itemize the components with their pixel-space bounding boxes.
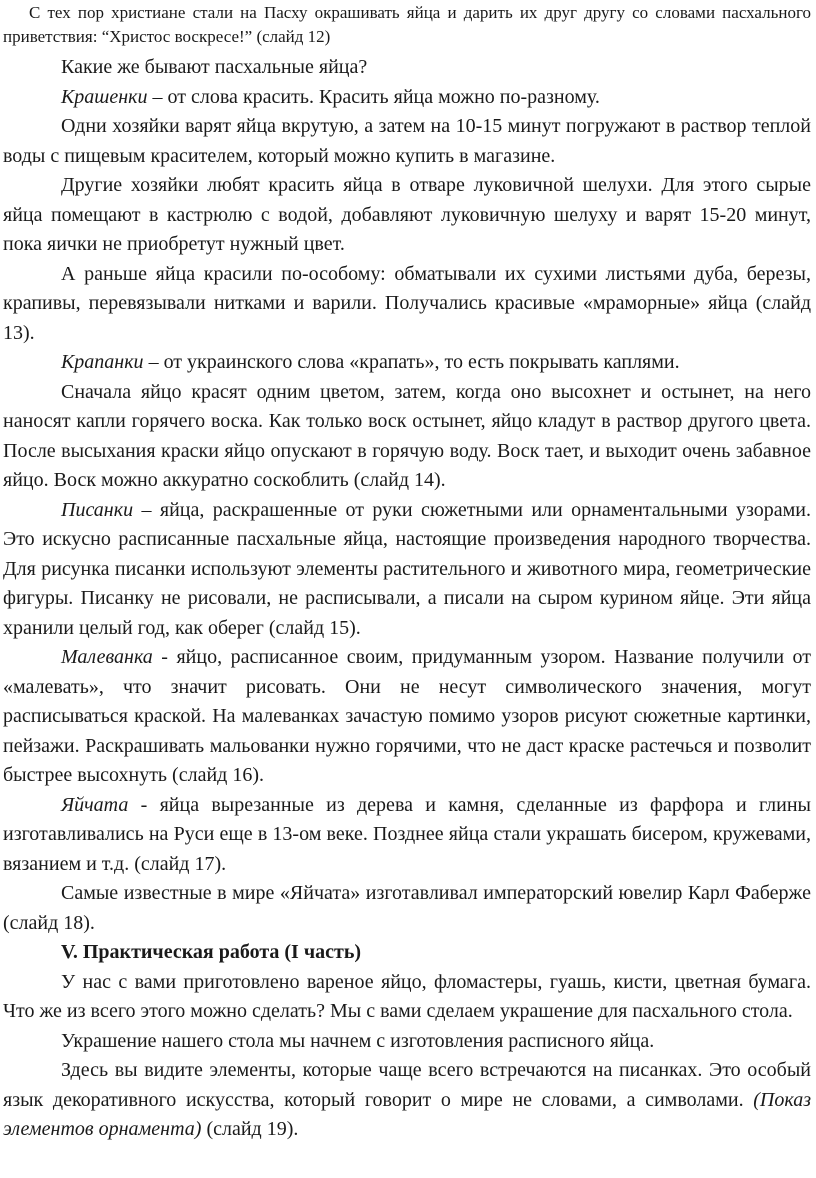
text-run: А раньше яйца красили по-особому: обматывали их сухими листьями дуба, березы, крапивы, перевязывали нитками и варили. Получались красивые «мраморные» яйца (слайд 13). [3,262,811,344]
text-run: Сначала яйцо красят одним цветом, затем, когда оно высохнет и остынет, на него наносят капли горячего воска. Как только воск остынет, яйцо кладут в раствор другого цвета. После высыхания краски яйцо опускают в горячую воду. Воск тает, и выходит очень забавное яйцо. Воск можно аккуратно соскоблить (слайд 14). [3,380,811,491]
krapanki-paragraph [3,348,811,378]
malevanka-paragraph [3,643,811,791]
section-heading [3,938,811,968]
method-one-paragraph [3,112,811,171]
method-two-paragraph [3,171,811,260]
text-run: Здесь вы видите элементы, которые чаще всего встречаются на писанках. Это особый язык декоративного искусства, который говорит о мире не словами, а символами. [3,1059,811,1111]
question-paragraph [3,53,811,83]
text-run: Какие же бывают пасхальные яйца? [61,56,368,78]
italic-term: (Показ элементов орнамента) [3,1088,811,1140]
text-run: (слайд 19). [201,1118,299,1140]
pisanki-paragraph [3,496,811,644]
text-run: – от слова красить. Красить яйца можно по-разному. [147,85,600,108]
krashenki-paragraph [3,83,811,113]
text-run: Другие хозяйки любят красить яйца в отваре луковичной шелухи. Для этого сырые яйца помещают в кастрюлю с водой, добавляют луковичную шелуху и варят 15-20 минут, пока яички не приобретут нужный цвет. [3,174,811,255]
text-run: Самые известные в мире «Яйчата» изготавливал императорский ювелир Карл Фаберже (слайд 18). [3,882,811,934]
decoration-paragraph [3,1027,811,1057]
italic-term: Яйчата [61,793,129,816]
text-run: - яйцо, расписанное своим, придуманным узором. Название получили от «малевать», что значит рисовать. Они не несут символического значения, могут расписываться краской. На малеванках зачастую помимо узоров рисуют сюжетные картинки, пейзажи. Раскрашивать мальованки нужно горячими, что не даст краске растечься и позволит быстрее высохнуть (слайд 16). [3,646,811,786]
italic-term: Писанки [61,498,134,521]
text-run: Украшение нашего стола мы начнем с изготовления расписного яйца. [61,1029,655,1052]
text-run: V. Практическая работа (I часть) [61,941,362,963]
yaychata-paragraph [3,791,811,880]
ornament-elements-paragraph [3,1056,811,1145]
italic-term: Малеванка [61,646,153,668]
intro-paragraph [3,1,811,49]
practical-intro-paragraph [3,968,811,1027]
faberge-paragraph [3,879,811,938]
text-run: - яйца вырезанные из дерева и камня, сделанные из фарфора и глины изготавливались на Руси еще в 13-ом веке. Позднее яйца стали украшать бисером, кружевами, вязанием и т.д. (слайд 17). [3,793,811,875]
text-run: С тех пор христиане стали на Пасху окрашивать яйца и дарить их друг другу со словами пасхального приветствия: “Христос воскресе!” (слайд 12) [3,3,811,46]
text-run: Одни хозяйки варят яйца вкрутую, а затем на 10-15 минут погружают в раствор теплой воды с пищевым красителем, который можно купить в магазине. [3,115,811,167]
wax-method-paragraph [3,378,811,496]
italic-term: Крашенки [61,85,148,108]
text-run: – яйца, раскрашенные от руки сюжетными или орнаментальными узорами. Это искусно расписанные пасхальные яйца, настоящие произведения народного творчества. Для рисунка писанки используют элементы растительного и животного мира, геометрические фигуры. Писанку не рисовали, не расписывали, а писали на сыром курином яйце. Эти яйца хранили целый год, как оберег (слайд 15). [3,498,811,639]
marble-eggs-paragraph [3,260,811,349]
italic-term: Крапанки [61,351,144,373]
text-run: У нас с вами приготовлено вареное яйцо, фломастеры, гуашь, кисти, цветная бумага. Что же из всего этого можно сделать? Мы с вами сделаем украшение для пасхального стола. [3,970,811,1022]
text-run: – от украинского слова «крапать», то есть покрывать каплями. [143,351,680,373]
